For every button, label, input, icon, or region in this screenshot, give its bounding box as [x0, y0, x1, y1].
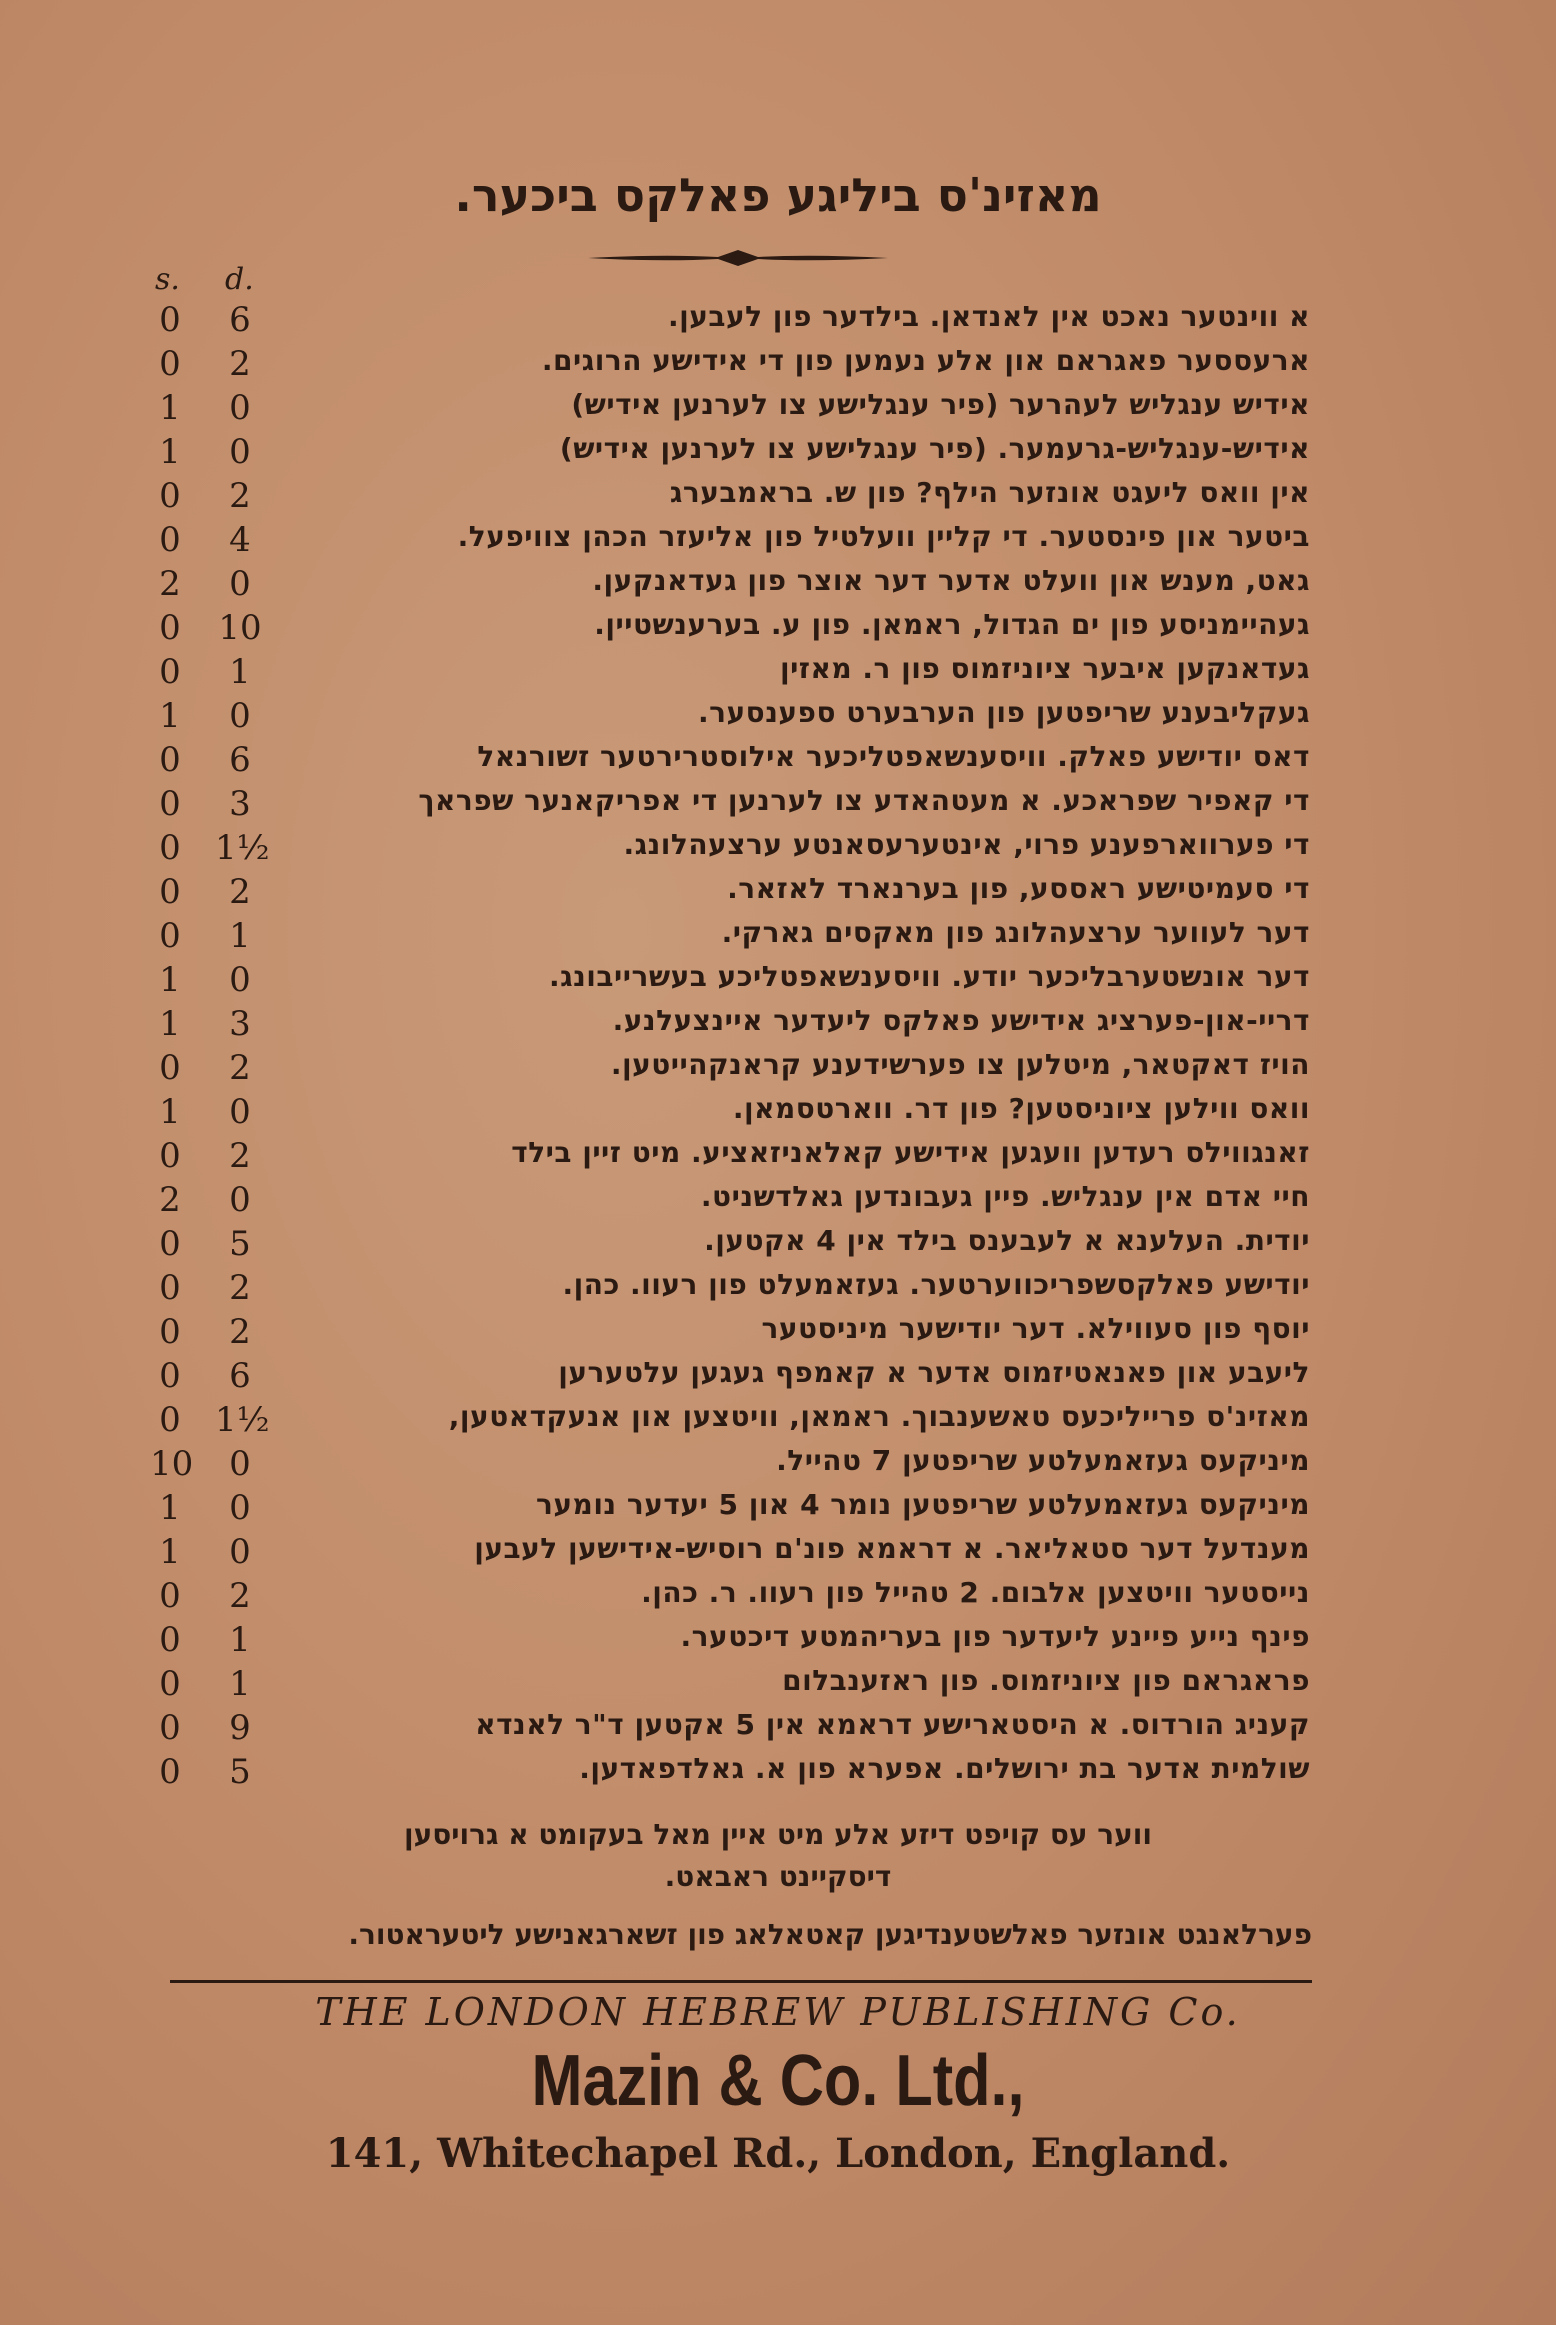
- price-pence: 1½: [215, 828, 270, 868]
- price-shillings: 2: [159, 564, 181, 604]
- price-shillings: 0: [159, 828, 181, 868]
- price-shillings: 1: [159, 1092, 181, 1132]
- list-item: [0, 1312, 1556, 1356]
- book-title: מיניקעס געזאמעלטע שריפטען 7 טהייל.: [776, 1444, 1310, 1477]
- list-item: [0, 1048, 1556, 1092]
- book-title: די פערווארפענע פרוי, אינטערעסאנטע ערצעהלונג.: [623, 828, 1310, 861]
- book-title: ארעססער פאגראם און אלע נעמען פון די אידישע הרוגים.: [541, 344, 1310, 377]
- price-pence: 2: [229, 476, 251, 516]
- book-title: געקליבענע שריפטען פון הערבערט ספענסער.: [698, 696, 1310, 729]
- list-item: [0, 344, 1556, 388]
- list-item: [0, 916, 1556, 960]
- price-pence: 3: [229, 1004, 251, 1044]
- discount-note-line1: ווער עס קויפט דיזע אלע מיט איין מאל בעקומט א גרויסען: [403, 1818, 1153, 1851]
- price-pence: 0: [229, 696, 251, 736]
- price-shillings: 1: [159, 1004, 181, 1044]
- list-item: [0, 1180, 1556, 1224]
- list-item: [0, 740, 1556, 784]
- list-item: [0, 960, 1556, 1004]
- ornament-divider: [588, 248, 888, 268]
- price-pence: 6: [229, 740, 251, 780]
- price-pence: 1: [229, 1664, 251, 1704]
- price-pence: 3: [229, 784, 251, 824]
- list-item: [0, 872, 1556, 916]
- price-shillings: 10: [150, 1444, 194, 1484]
- price-shillings: 0: [159, 608, 181, 648]
- list-item: [0, 608, 1556, 652]
- price-shillings: 1: [159, 1488, 181, 1528]
- price-pence: 2: [229, 1268, 251, 1308]
- publisher-address: 141, Whitechapel Rd., London, England.: [325, 2130, 1231, 2177]
- price-pence: 0: [229, 432, 251, 472]
- price-pence: 2: [229, 344, 251, 384]
- list-item: [0, 1444, 1556, 1488]
- list-item: [0, 1620, 1556, 1664]
- list-item: [0, 1400, 1556, 1444]
- price-pence: 1½: [215, 1400, 270, 1440]
- book-title: הויז דאקטאר, מיטלען צו פערשידענע קראנקהייטען.: [610, 1048, 1310, 1081]
- list-item: [0, 1268, 1556, 1312]
- book-title: דער אונשטערבליכער יודע. וויסענשאפטליכע בעשרייבונג.: [548, 960, 1310, 993]
- book-title: פראגראם פון ציוניזמוס. פון ראזענבלום: [782, 1664, 1310, 1697]
- price-pence: 0: [229, 1444, 251, 1484]
- price-shillings: 1: [159, 696, 181, 736]
- book-title: געדאנקען איבער ציוניזמוס פון ר. מאזין: [779, 652, 1310, 685]
- book-title: זאנגווילס רעדען וועגען אידישע קאלאניזאציע. מיט זיין בילד: [511, 1136, 1310, 1169]
- price-shillings: 0: [159, 1576, 181, 1616]
- book-title: מאזינ'ס פרייליכעס טאשענבוך. ראמאן, וויטצען און אנעקדאטען,: [448, 1400, 1310, 1433]
- book-title: ביטער און פינסטער. די קליין וועלטיל פון אליעזר הכהן צוויפעל.: [457, 520, 1310, 553]
- list-item: [0, 1708, 1556, 1752]
- price-shillings: 0: [159, 1312, 181, 1352]
- price-pence: 9: [229, 1708, 251, 1748]
- publisher-name: Mazin & Co. Ltd.,: [531, 2041, 1025, 2121]
- price-pence: 6: [229, 300, 251, 340]
- price-pence: 10: [218, 608, 262, 648]
- price-pence: 5: [229, 1752, 251, 1792]
- list-item: [0, 828, 1556, 872]
- price-pence: 0: [229, 564, 251, 604]
- list-item: [0, 388, 1556, 432]
- book-title: וואס ווילען ציוניסטען? פון דר. ווארטסמאן.: [732, 1092, 1310, 1125]
- price-shillings: 0: [159, 300, 181, 340]
- book-title: קעניג הורדוס. א היסטארישע דראמא אין 5 אקטען ד"ר לאנדא: [475, 1708, 1310, 1741]
- price-pence: 1: [229, 916, 251, 956]
- price-pence: 6: [229, 1356, 251, 1396]
- list-item: [0, 1136, 1556, 1180]
- book-title: געהיימניסע פון ים הגדול, ראמאן. פון ע. בערענשטיין.: [594, 608, 1310, 641]
- book-title: פינף נייע פיינע ליעדער פון בעריהמטע דיכטער.: [680, 1620, 1310, 1653]
- book-title: אידיש ענגליש לעהרער (פיר ענגלישע צו לערנען אידיש): [571, 388, 1310, 421]
- list-item: [0, 300, 1556, 344]
- price-pence: 2: [229, 1048, 251, 1088]
- price-shillings: 1: [159, 960, 181, 1000]
- list-item: [0, 784, 1556, 828]
- book-title: שולמית אדער בת ירושלים. אפערא פון א. גאלדפאדען.: [579, 1752, 1310, 1785]
- price-shillings: 0: [159, 1356, 181, 1396]
- shillings-header: s.: [155, 262, 180, 297]
- price-shillings: 1: [159, 432, 181, 472]
- price-shillings: 0: [159, 1048, 181, 1088]
- list-item: [0, 1532, 1556, 1576]
- price-shillings: 0: [159, 1664, 181, 1704]
- price-pence: 0: [229, 388, 251, 428]
- list-item: [0, 476, 1556, 520]
- book-title: א ווינטער נאכט אין לאנדאן. בילדער פון לעבען.: [667, 300, 1310, 333]
- price-pence: 0: [229, 960, 251, 1000]
- price-pence: 4: [229, 520, 251, 560]
- discount-note-line2: דיסקיינט ראבאט.: [664, 1860, 892, 1893]
- page-title: מאזינ'ס ביליגע פאלקס ביכער.: [454, 168, 1102, 222]
- list-item: [0, 520, 1556, 564]
- price-shillings: 0: [159, 872, 181, 912]
- price-shillings: 0: [159, 1708, 181, 1748]
- price-shillings: 0: [159, 1136, 181, 1176]
- price-pence: 2: [229, 1312, 251, 1352]
- price-pence: 0: [229, 1532, 251, 1572]
- price-pence: 2: [229, 1576, 251, 1616]
- price-pence: 0: [229, 1488, 251, 1528]
- book-title: מענדעל דער סטאליאר. א דראמא פונ'ם רוסיש-אידישען לעבען: [474, 1532, 1310, 1565]
- list-item: [0, 1224, 1556, 1268]
- book-title: די קאפיר שפראכע. א מעטהאדע צו לערנען די אפריקאנער שפראך: [418, 784, 1310, 817]
- list-item: [0, 652, 1556, 696]
- book-title: מיניקעס געזאמעלטע שריפטען נומר 4 און 5 יעדער נומער: [536, 1488, 1310, 1521]
- list-item: [0, 696, 1556, 740]
- list-item: [0, 1092, 1556, 1136]
- book-title: אין וואס ליעגט אונזער הילף? פון ש. בראמבערג: [669, 476, 1310, 509]
- list-item: [0, 1664, 1556, 1708]
- price-shillings: 0: [159, 344, 181, 384]
- price-shillings: 0: [159, 652, 181, 692]
- price-shillings: 0: [159, 520, 181, 560]
- book-title: דער לעווער ערצעהלונג פון מאקסים גארקי.: [721, 916, 1310, 949]
- list-item: [0, 1004, 1556, 1048]
- price-shillings: 0: [159, 1752, 181, 1792]
- book-title: גאט, מענש און וועלט אדער דער אוצר פון געדאנקען.: [592, 564, 1310, 597]
- book-title: יודית. העלענא א לעבענס בילד אין 4 אקטען.: [704, 1224, 1310, 1257]
- price-shillings: 0: [159, 1620, 181, 1660]
- price-pence: 0: [229, 1180, 251, 1220]
- book-title: ליעבע און פאנאטיזמוס אדער א קאמפף געגען עלטערען: [558, 1356, 1310, 1389]
- list-item: [0, 1752, 1556, 1796]
- price-pence: 0: [229, 1092, 251, 1132]
- price-shillings: 1: [159, 1532, 181, 1572]
- price-shillings: 0: [159, 916, 181, 956]
- price-pence: 2: [229, 1136, 251, 1176]
- pence-header: d.: [225, 262, 254, 297]
- price-shillings: 0: [159, 784, 181, 824]
- publisher-line: THE LONDON HEBREW PUBLISHING Co.: [315, 1990, 1241, 2034]
- book-title: נייסטער וויטצען אלבום. 2 טהייל פון רעוו. ר. כהן.: [641, 1576, 1310, 1609]
- price-shillings: 2: [159, 1180, 181, 1220]
- list-item: [0, 1488, 1556, 1532]
- book-title: דאס יודישע פאלק. וויסענשאפטליכער אילוסטרירטער זשורנאל: [477, 740, 1310, 773]
- price-shillings: 0: [159, 1268, 181, 1308]
- book-title: די סעמיטישע ראססע, פון בערנארד לאזאר.: [727, 872, 1310, 905]
- divider-rule: [170, 1980, 1312, 1983]
- price-shillings: 0: [159, 1224, 181, 1264]
- list-item: [0, 432, 1556, 476]
- list-item: [0, 1576, 1556, 1620]
- price-shillings: 0: [159, 1400, 181, 1440]
- price-pence: 2: [229, 872, 251, 912]
- price-pence: 1: [229, 652, 251, 692]
- list-item: [0, 1356, 1556, 1400]
- price-pence: 5: [229, 1224, 251, 1264]
- price-pence: 1: [229, 1620, 251, 1660]
- price-shillings: 1: [159, 388, 181, 428]
- book-title: יוסף פון סעווילא. דער יודישער מיניסטער: [761, 1312, 1310, 1345]
- book-title: דריי-און-פערציג אידישע פאלקס ליעדער איינצעלנע.: [612, 1004, 1310, 1037]
- book-title: יודישע פאלקסשפריכווערטער. געזאמעלט פון רעוו. כהן.: [562, 1268, 1310, 1301]
- book-title: אידיש-ענגליש-גרעמער. (פיר ענגלישע צו לערנען אידיש): [559, 432, 1310, 465]
- catalog-note: פערלאנגט אונזער פאלשטענדיגען קאטאלאג פון זשארגאנישע ליטעראטור.: [348, 1918, 1312, 1951]
- list-item: [0, 564, 1556, 608]
- price-shillings: 0: [159, 740, 181, 780]
- book-title: חיי אדם אין ענגליש. פיין געבונדען גאלדשניט.: [700, 1180, 1310, 1213]
- price-shillings: 0: [159, 476, 181, 516]
